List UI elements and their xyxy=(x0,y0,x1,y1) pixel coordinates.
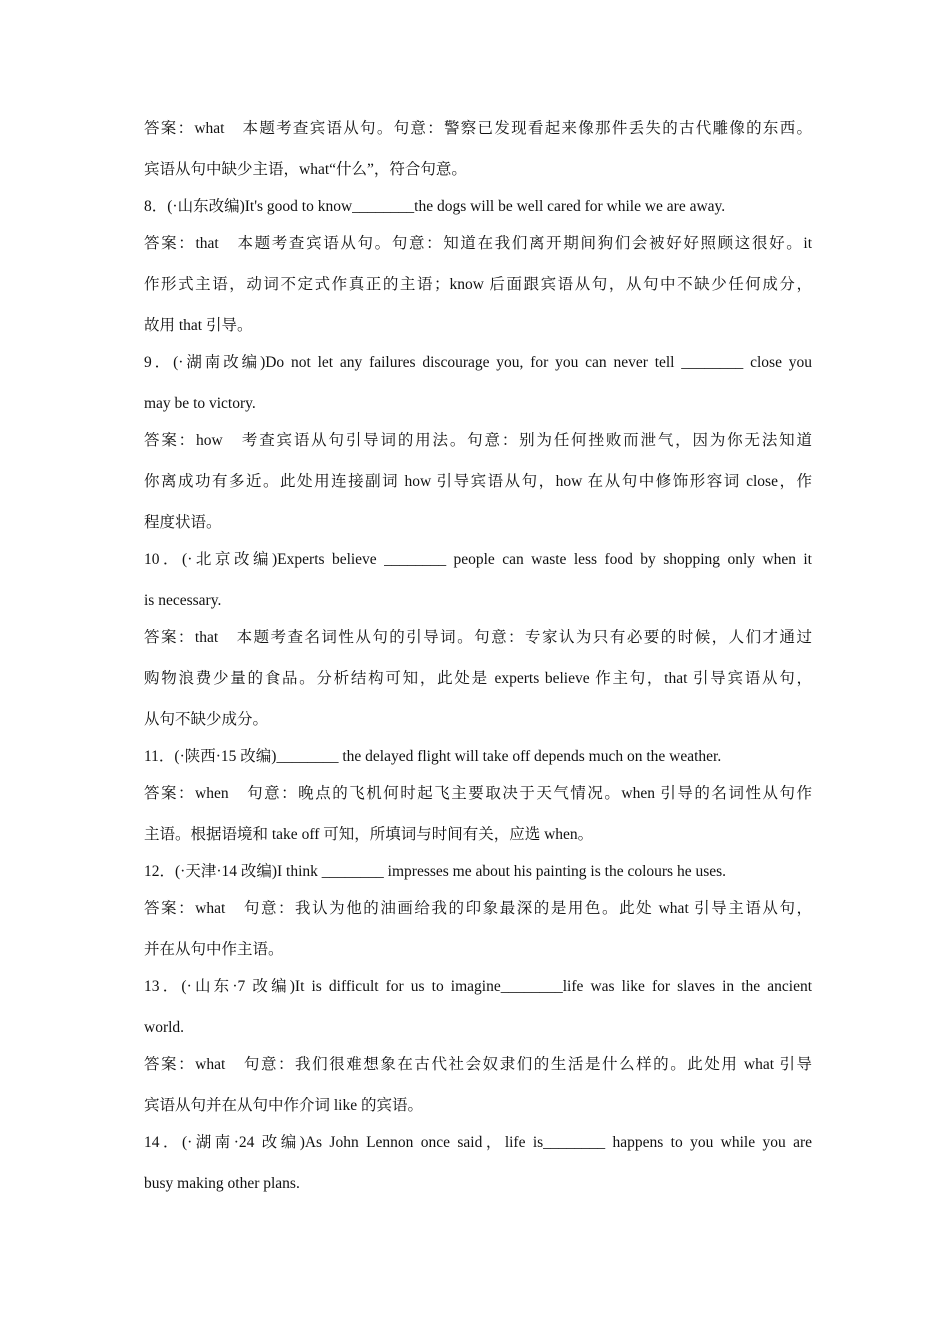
answer-line: 从句不缺少成分。 xyxy=(144,711,269,728)
question-line: 14．(·湖南·24 改编)As John Lennon once said，life is________ happens to you while you are xyxy=(144,1134,812,1151)
question-line: busy making other plans. xyxy=(144,1175,300,1192)
question-block-10 xyxy=(144,549,812,731)
question-line: 13．(·山东·7 改编)It is difficult for us to imagine________life was like for slaves in the ancient xyxy=(144,978,812,995)
question-block-11 xyxy=(144,746,812,846)
question-line: is necessary. xyxy=(144,592,222,609)
answer-line: 答案：that 本题考查宾语从句。句意：知道在我们离开期间狗们会被好好照顾这很好。it xyxy=(144,235,812,252)
question-line: 11．(·陕西·15 改编)________ the delayed flight will take off depends much on the weather. xyxy=(144,748,722,765)
question-line: 12．(·天津·14 改编)I think ________ impresses me about his painting is the colours he uses. xyxy=(144,863,727,880)
answer-line: 答案：how 考查宾语从句引导词的用法。句意：别为任何挫败而泄气，因为你无法知道 xyxy=(144,432,812,449)
question-line: 10．(·北京改编)Experts believe ________ people can waste less food by shopping only when it xyxy=(144,551,812,568)
document-page xyxy=(144,118,812,1195)
answer-line: 购物浪费少量的食品。分析结构可知，此处是 experts believe 作主句，that 引导宾语从句， xyxy=(144,670,812,687)
answer-block-7 xyxy=(144,118,812,181)
answer-line: 答案：when 句意：晚点的飞机何时起飞主要取决于天气情况。when 引导的名词性从句作 xyxy=(144,785,812,802)
answer-line: 答案：what 句意：我们很难想象在古代社会奴隶们的生活是什么样的。此处用 what 引导 xyxy=(144,1056,812,1073)
answer-line: 并在从句中作主语。 xyxy=(144,941,284,958)
answer-line: 答案：what 本题考查宾语从句。句意：警察已发现看起来像那件丢失的古代雕像的东西。 xyxy=(144,120,812,137)
answer-line: 故用 that 引导。 xyxy=(144,317,253,334)
question-block-8 xyxy=(144,196,812,337)
question-block-14 xyxy=(144,1132,812,1195)
answer-line: 答案：that 本题考查名词性从句的引导词。句意：专家认为只有必要的时候，人们才通过 xyxy=(144,629,812,646)
answer-line: 答案：what 句意：我认为他的油画给我的印象最深的是用色。此处 what 引导主语从句， xyxy=(144,900,812,917)
question-block-9 xyxy=(144,352,812,534)
answer-line: 程度状语。 xyxy=(144,514,222,531)
answer-line: 宾语从句中缺少主语，what“什么”，符合句意。 xyxy=(144,161,467,178)
question-line: 8．(·山东改编)It's good to know________the dogs will be well cared for while we are away. xyxy=(144,198,726,215)
question-line: 9．(·湖南改编)Do not let any failures discourage you, for you can never tell ________ close you xyxy=(144,354,812,371)
question-line: world. xyxy=(144,1019,185,1036)
question-block-13 xyxy=(144,976,812,1117)
answer-line: 你离成功有多近。此处用连接副词 how 引导宾语从句，how 在从句中修饰形容词 close，作 xyxy=(144,473,812,490)
answer-line: 主语。根据语境和 take off 可知，所填词与时间有关，应选 when。 xyxy=(144,826,594,843)
answer-line: 作形式主语，动词不定式作真正的主语；know 后面跟宾语从句，从句中不缺少任何成分， xyxy=(144,276,812,293)
answer-line: 宾语从句并在从句中作介词 like 的宾语。 xyxy=(144,1097,423,1114)
question-line: may be to victory. xyxy=(144,395,256,412)
question-block-12 xyxy=(144,861,812,961)
